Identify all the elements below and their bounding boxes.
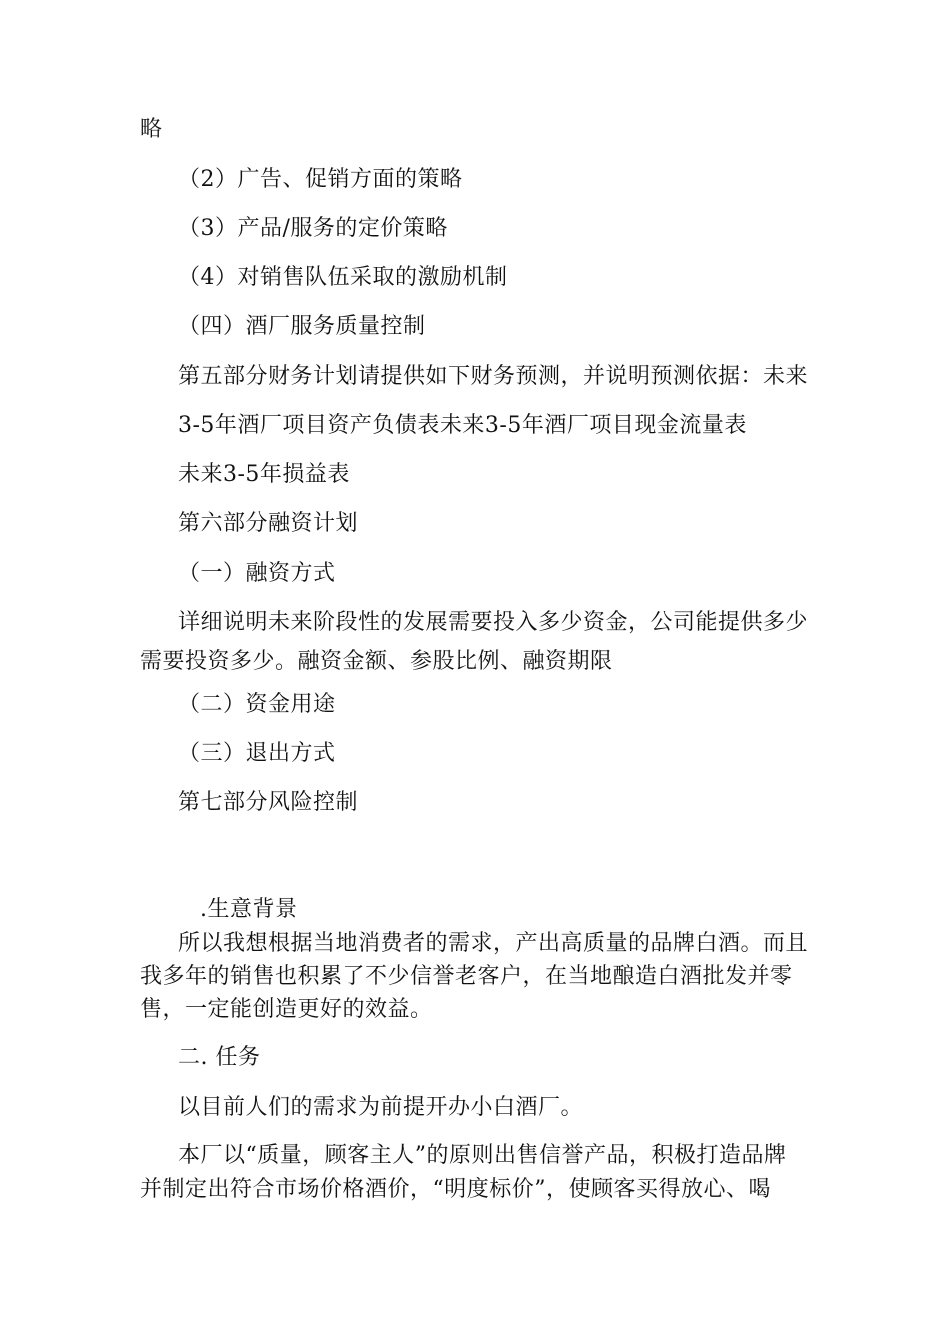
text-line: 售，一定能创造更好的效益。 <box>140 997 433 1022</box>
text-line: 需要投资多少。融资金额、参股比例、融资期限 <box>140 649 613 674</box>
text-line: 详细说明未来阶段性的发展需要投入多少资金，公司能提供多少 <box>178 610 809 635</box>
text-line: 以目前人们的需求为前提开办小白酒厂。 <box>178 1095 584 1120</box>
text-line: .生意背景 <box>200 897 298 922</box>
text-line: （一）融资方式 <box>178 561 336 586</box>
text-line: 二. 任务 <box>178 1045 261 1070</box>
text-line: 所以我想根据当地消费者的需求，产出高质量的品牌白酒。而且 <box>178 931 809 956</box>
text-line: （4）对销售队伍采取的激励机制 <box>178 265 508 290</box>
text-line: （三）退出方式 <box>178 741 336 766</box>
text-line: 并制定出符合市场价格酒价，“明度标价”，使顾客买得放心、喝 <box>140 1177 771 1202</box>
text-line: 第七部分风险控制 <box>178 790 359 815</box>
text-line: 第五部分财务计划请提供如下财务预测，并说明预测依据：未来 <box>178 364 809 389</box>
text-line: （四）酒厂服务质量控制 <box>178 314 426 339</box>
text-line: 本厂以“质量，顾客主人”的原则出售信誉产品，积极打造品牌 <box>178 1143 787 1168</box>
text-line: （二）资金用途 <box>178 692 336 717</box>
text-line: 3-5年酒厂项目资产负债表未来3-5年酒厂项目现金流量表 <box>178 413 747 438</box>
text-line: 未来3-5年损益表 <box>178 462 350 487</box>
text-line: 我多年的销售也积累了不少信誉老客户，在当地酿造白酒批发并零 <box>140 964 793 989</box>
text-line: （3）产品/服务的定价策略 <box>178 216 448 241</box>
text-line: （2）广告、促销方面的策略 <box>178 167 463 192</box>
text-line: 略 <box>140 117 163 142</box>
text-line: 第六部分融资计划 <box>178 511 359 536</box>
